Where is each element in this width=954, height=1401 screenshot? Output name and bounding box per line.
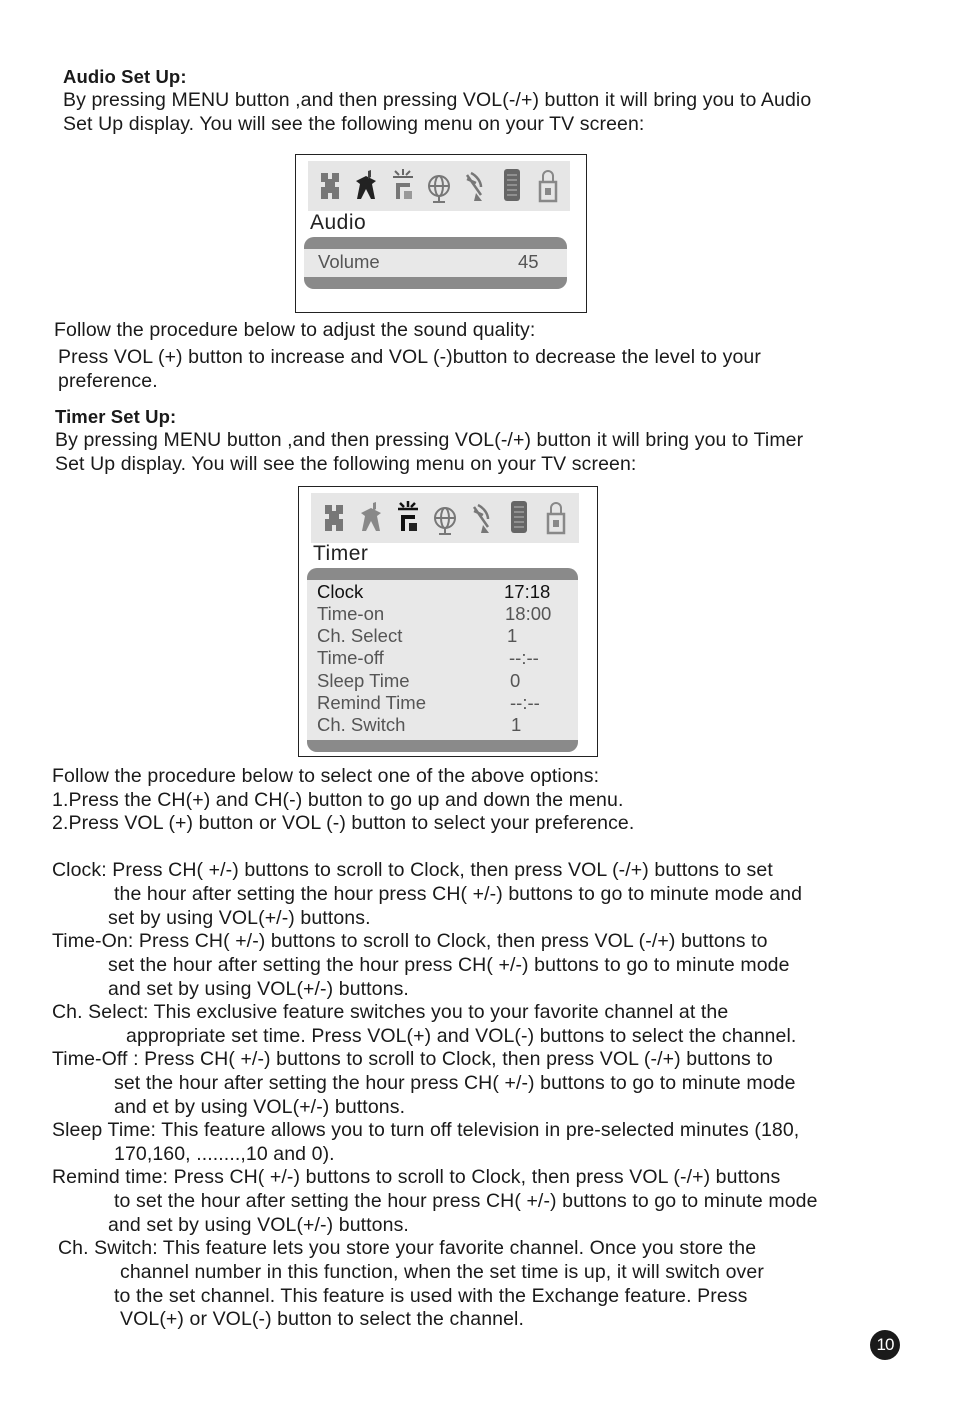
desc-ch-select-line-2: appropriate set time. Press VOL(+) and VOL(-) buttons to select the channel. <box>126 1025 797 1047</box>
desc-remind-time-line-1: Remind time: Press CH( +/-) buttons to scroll to Clock, then press VOL (-/+) buttons <box>52 1166 781 1188</box>
desc-ch-switch-line-1: Ch. Switch: This feature lets you store your favorite channel. Once you store the <box>58 1237 757 1259</box>
timer-intro-line-1: By pressing MENU button ,and then pressing VOL(-/+) button it will bring you to Timer <box>55 429 804 451</box>
audio-followup-line-2: Press VOL (+) button to increase and VOL (-)button to decrease the level to your <box>58 346 761 368</box>
timer-row-ch-switch-label: Ch. Switch <box>317 714 406 735</box>
desc-time-off-line-2: set the hour after setting the hour press CH( +/-) buttons to go to minute mode <box>114 1072 796 1094</box>
lock-icon <box>543 497 569 539</box>
audio-menu-screen <box>295 154 587 313</box>
audio-followup-line-1: Follow the procedure below to adjust the sound quality: <box>54 319 536 341</box>
timer-intro-line-2: Set Up display. You will see the following menu on your TV screen: <box>55 453 637 475</box>
lock-icon <box>535 165 561 207</box>
timer-row-ch-select-label: Ch. Select <box>317 625 403 646</box>
desc-time-off-line-1: Time-Off : Press CH( +/-) buttons to scroll to Clock, then press VOL (-/+) buttons to <box>52 1048 773 1070</box>
desc-clock-line-3: set by using VOL(+/-) buttons. <box>108 907 371 929</box>
desc-time-off-line-3: and et by using VOL(+/-) buttons. <box>114 1096 406 1118</box>
audio-menu-title: Audio <box>310 211 367 234</box>
audio-intro-line-1: By pressing MENU button ,and then pressing VOL(-/+) button it will bring you to Audio <box>63 89 812 111</box>
timer-procedure-line-1: Follow the procedure below to select one of the above options: <box>52 765 600 787</box>
timer-menu-title: Timer <box>313 542 369 565</box>
audio-menu-icon-strip <box>308 161 570 211</box>
desc-time-on-line-3: and set by using VOL(+/-) buttons. <box>108 978 409 1000</box>
timer-icon <box>390 165 416 207</box>
satellite-icon <box>462 165 488 207</box>
timer-row-time-off-label: Time-off <box>317 647 384 668</box>
audio-volume-value: 45 <box>518 251 539 272</box>
desc-ch-switch-line-4: VOL(+) or VOL(-) button to select the channel. <box>120 1308 525 1330</box>
desc-remind-time-line-3: and set by using VOL(+/-) buttons. <box>108 1214 409 1236</box>
timer-procedure-line-2: 1.Press the CH(+) and CH(-) button to go up and down the menu. <box>52 789 624 811</box>
desc-ch-switch-line-3: to the set channel. This feature is used with the Exchange feature. Press <box>114 1285 748 1307</box>
desc-ch-select-line-1: Ch. Select: This exclusive feature switches you to your favorite channel at the <box>52 1001 729 1023</box>
timer-row-sleep-time-label: Sleep Time <box>317 670 410 691</box>
page-number: 10 <box>870 1330 900 1360</box>
globe-icon <box>432 497 458 539</box>
picture-icon <box>321 497 347 539</box>
desc-time-on-line-2: set the hour after setting the hour press CH( +/-) buttons to go to minute mode <box>108 954 790 976</box>
desc-time-on-line-1: Time-On: Press CH( +/-) buttons to scroll to Clock, then press VOL (-/+) buttons to <box>52 930 768 952</box>
timer-menu-panel <box>307 568 578 752</box>
satellite-icon <box>469 497 495 539</box>
timer-row-remind-time-value: --:-- <box>510 692 540 713</box>
timer-row-remind-time-label: Remind Time <box>317 692 426 713</box>
desc-clock-line-2: the hour after setting the hour press CH( +/-) buttons to go to minute mode and <box>114 883 803 905</box>
timer-row-time-on-label: Time-on <box>317 603 385 624</box>
audio-menu-panel <box>304 237 567 289</box>
timer-row-ch-switch-value: 1 <box>511 714 522 735</box>
globe-icon <box>426 165 452 207</box>
picture-icon <box>317 165 343 207</box>
audio-icon <box>358 497 384 539</box>
timer-row-clock-value: 17:18 <box>504 581 551 602</box>
timer-row-sleep-time-value: 0 <box>510 670 521 691</box>
remote-icon <box>499 165 525 207</box>
audio-followup-line-3: preference. <box>58 370 158 392</box>
timer-row-clock-label: Clock <box>317 581 364 602</box>
desc-remind-time-line-2: to set the hour after setting the hour press CH( +/-) buttons to go to minute mode <box>114 1190 818 1212</box>
audio-heading: Audio Set Up: <box>63 66 187 87</box>
desc-clock-line-1: Clock: Press CH( +/-) buttons to scroll to Clock, then press VOL (-/+) buttons to set <box>52 859 773 881</box>
timer-heading: Timer Set Up: <box>55 406 177 427</box>
desc-ch-switch-line-2: channel number in this function, when the set time is up, it will switch over <box>120 1261 764 1283</box>
timer-row-time-on-value: 18:00 <box>505 603 552 624</box>
timer-row-time-off-value: --:-- <box>509 647 539 668</box>
audio-intro-line-2: Set Up display. You will see the following menu on your TV screen: <box>63 113 645 135</box>
audio-volume-label: Volume <box>318 251 380 272</box>
timer-row-ch-select-value: 1 <box>507 625 518 646</box>
remote-icon <box>506 497 532 539</box>
audio-icon <box>353 165 379 207</box>
desc-sleep-time-line-1: Sleep Time: This feature allows you to turn off television in pre-selected minutes (180, <box>52 1119 800 1141</box>
desc-sleep-time-line-2: 170,160, ........,10 and 0). <box>114 1143 335 1165</box>
timer-menu-icon-strip <box>311 493 579 543</box>
timer-procedure-line-3: 2.Press VOL (+) button or VOL (-) button to select your preference. <box>52 812 635 834</box>
timer-icon <box>395 497 421 539</box>
timer-menu-screen <box>298 486 598 757</box>
